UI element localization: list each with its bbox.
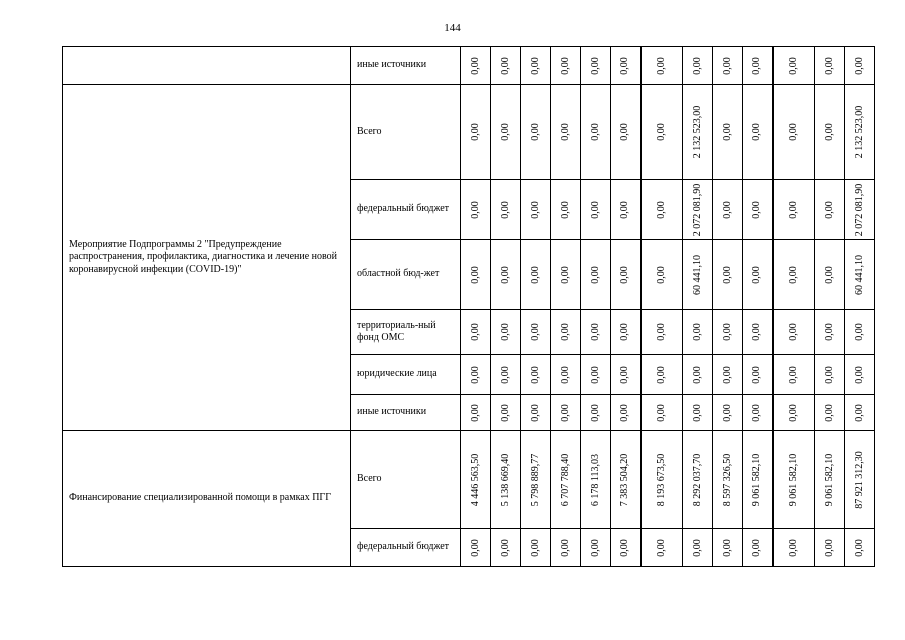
- value-text: 0,00: [499, 200, 511, 219]
- value-cell: [551, 240, 581, 310]
- value-cell: [773, 395, 815, 431]
- value-cell: [461, 85, 491, 180]
- value-cell: [773, 431, 815, 529]
- value-text: 0,00: [787, 56, 799, 75]
- value-text: 0,00: [619, 56, 630, 75]
- value-text: 0,00: [559, 365, 571, 384]
- value-cell: [773, 529, 815, 567]
- value-cell: [551, 529, 581, 567]
- value-cell: [683, 47, 713, 85]
- value-cell: [683, 355, 713, 395]
- value-cell: [773, 310, 815, 355]
- funding-source: иные источники: [351, 395, 461, 431]
- value-text: 0,00: [589, 403, 601, 422]
- value-text: 0,00: [589, 56, 601, 75]
- value-text: 0,00: [469, 123, 481, 141]
- funding-source: юридические лица: [351, 355, 461, 395]
- value-text: 0,00: [823, 365, 835, 384]
- page-number: 144: [444, 22, 461, 34]
- value-text: 0,00: [655, 365, 667, 384]
- value-cell: [491, 529, 521, 567]
- value-text: 0,00: [751, 265, 762, 284]
- value-cell: [581, 47, 611, 85]
- table-row: [63, 85, 875, 180]
- value-text: 0,00: [853, 403, 865, 422]
- value-cell: [461, 431, 491, 529]
- funding-source: Всего: [351, 85, 461, 180]
- value-cell: [521, 395, 551, 431]
- value-text: 0,00: [751, 123, 762, 141]
- value-cell: [461, 180, 491, 240]
- value-text: 0,00: [619, 365, 630, 384]
- value-cell: [551, 47, 581, 85]
- value-text: 2 132 523,00: [853, 105, 865, 159]
- value-cell: [641, 180, 683, 240]
- value-text: 0,00: [721, 200, 733, 219]
- value-text: 0,00: [787, 123, 799, 141]
- value-text: 0,00: [469, 365, 481, 384]
- value-text: 0,00: [499, 365, 511, 384]
- value-text: 0,00: [655, 323, 667, 341]
- value-text: 0,00: [721, 403, 733, 422]
- value-text: 9 061 582,10: [751, 453, 762, 506]
- value-text: 5 138 669,40: [499, 453, 511, 506]
- value-cell: [641, 431, 683, 529]
- value-text: 0,00: [751, 56, 762, 75]
- value-cell: [551, 310, 581, 355]
- value-cell: [491, 180, 521, 240]
- value-cell: [611, 431, 641, 529]
- value-cell: [683, 180, 713, 240]
- value-text: 0,00: [499, 323, 511, 341]
- value-cell: [845, 180, 875, 240]
- value-cell: [521, 85, 551, 180]
- value-text: 0,00: [529, 403, 541, 422]
- funding-source: территориаль-ный фонд ОМС: [351, 310, 461, 355]
- funding-source: иные источники: [351, 47, 461, 85]
- value-cell: [641, 355, 683, 395]
- value-text: 0,00: [469, 56, 481, 75]
- value-text: 4 446 563,50: [469, 453, 481, 506]
- funding-source: областной бюд-жет: [351, 240, 461, 310]
- value-text: 0,00: [469, 403, 481, 422]
- value-cell: [551, 85, 581, 180]
- value-text: 0,00: [853, 56, 865, 75]
- value-text: 0,00: [691, 538, 703, 557]
- value-text: 0,00: [499, 265, 511, 284]
- value-cell: [611, 355, 641, 395]
- value-text: 0,00: [823, 323, 835, 341]
- value-text: 0,00: [823, 538, 835, 557]
- value-cell: [743, 529, 773, 567]
- value-cell: [581, 431, 611, 529]
- value-cell: [815, 180, 845, 240]
- value-text: 0,00: [559, 538, 571, 557]
- value-text: 0,00: [619, 265, 630, 284]
- value-cell: [551, 431, 581, 529]
- value-text: 0,00: [691, 365, 703, 384]
- value-cell: [581, 355, 611, 395]
- value-cell: [551, 180, 581, 240]
- funding-source: федеральный бюджет: [351, 529, 461, 567]
- value-text: 0,00: [529, 200, 541, 219]
- value-cell: [845, 355, 875, 395]
- value-cell: [461, 355, 491, 395]
- value-cell: [743, 85, 773, 180]
- value-text: 0,00: [721, 365, 733, 384]
- value-text: 0,00: [655, 403, 667, 422]
- value-cell: [491, 240, 521, 310]
- value-text: 2 072 081,90: [691, 183, 703, 236]
- value-text: 0,00: [529, 365, 541, 384]
- value-cell: [713, 529, 743, 567]
- value-cell: [773, 47, 815, 85]
- value-cell: [641, 47, 683, 85]
- value-cell: [581, 85, 611, 180]
- value-text: 0,00: [655, 538, 667, 557]
- value-cell: [773, 180, 815, 240]
- value-cell: [815, 85, 845, 180]
- value-text: 0,00: [691, 56, 703, 75]
- value-cell: [713, 85, 743, 180]
- value-cell: [815, 240, 845, 310]
- value-cell: [845, 85, 875, 180]
- value-cell: [611, 529, 641, 567]
- value-text: 0,00: [469, 200, 481, 219]
- value-cell: [521, 355, 551, 395]
- value-text: 0,00: [499, 56, 511, 75]
- value-text: 0,00: [823, 123, 835, 141]
- value-cell: [641, 529, 683, 567]
- value-text: 0,00: [853, 538, 865, 557]
- value-text: 6 178 113,03: [589, 453, 601, 506]
- value-text: 0,00: [559, 200, 571, 219]
- value-text: 0,00: [499, 123, 511, 141]
- value-text: 0,00: [529, 56, 541, 75]
- value-cell: [845, 395, 875, 431]
- value-text: 0,00: [691, 323, 703, 341]
- value-cell: [713, 431, 743, 529]
- value-cell: [683, 431, 713, 529]
- value-text: 0,00: [751, 323, 762, 341]
- value-text: 9 061 582,10: [823, 453, 835, 506]
- value-cell: [713, 310, 743, 355]
- value-text: 0,00: [619, 323, 630, 341]
- value-text: 0,00: [751, 200, 762, 219]
- value-text: 0,00: [559, 265, 571, 284]
- value-text: 8 193 673,50: [655, 453, 667, 506]
- value-text: 9 061 582,10: [787, 453, 799, 506]
- value-cell: [611, 47, 641, 85]
- value-text: 0,00: [589, 123, 601, 141]
- value-text: 6 707 788,40: [559, 453, 571, 506]
- value-cell: [713, 395, 743, 431]
- value-text: 0,00: [823, 56, 835, 75]
- value-cell: [491, 355, 521, 395]
- value-cell: [845, 431, 875, 529]
- value-cell: [491, 431, 521, 529]
- value-cell: [743, 431, 773, 529]
- value-cell: [683, 85, 713, 180]
- value-text: 0,00: [655, 56, 667, 75]
- value-text: 0,00: [619, 123, 630, 141]
- value-text: 0,00: [691, 403, 703, 422]
- value-cell: [521, 180, 551, 240]
- value-text: 0,00: [751, 538, 762, 557]
- value-text: 0,00: [559, 123, 571, 141]
- value-text: 0,00: [559, 56, 571, 75]
- value-cell: [611, 395, 641, 431]
- value-cell: [461, 310, 491, 355]
- value-cell: [581, 310, 611, 355]
- value-cell: [743, 240, 773, 310]
- value-text: 8 292 037,70: [691, 453, 703, 506]
- value-text: 0,00: [589, 538, 601, 557]
- value-cell: [743, 310, 773, 355]
- value-text: 0,00: [721, 123, 733, 141]
- value-cell: [815, 529, 845, 567]
- value-text: 0,00: [589, 323, 601, 341]
- value-text: 0,00: [469, 265, 481, 284]
- value-text: 0,00: [787, 323, 799, 341]
- value-cell: [491, 395, 521, 431]
- table-row: [63, 431, 875, 529]
- value-cell: [845, 240, 875, 310]
- value-cell: [551, 395, 581, 431]
- value-text: 0,00: [823, 265, 835, 284]
- value-text: 0,00: [589, 265, 601, 284]
- value-text: 0,00: [655, 200, 667, 219]
- value-text: 0,00: [559, 403, 571, 422]
- value-text: 0,00: [787, 403, 799, 422]
- value-cell: [683, 395, 713, 431]
- measure-name: Финансирование специализированной помощи в рамках ПГГ: [63, 431, 351, 567]
- budget-table: [62, 46, 875, 567]
- value-text: 0,00: [469, 538, 481, 557]
- value-text: 0,00: [655, 123, 667, 141]
- value-text: 0,00: [787, 200, 799, 219]
- value-cell: [461, 395, 491, 431]
- value-cell: [551, 355, 581, 395]
- value-cell: [491, 85, 521, 180]
- value-cell: [521, 47, 551, 85]
- value-cell: [815, 431, 845, 529]
- value-cell: [683, 529, 713, 567]
- value-cell: [611, 180, 641, 240]
- value-cell: [713, 355, 743, 395]
- value-text: 0,00: [787, 265, 799, 284]
- value-cell: [713, 47, 743, 85]
- value-cell: [581, 180, 611, 240]
- value-cell: [491, 310, 521, 355]
- value-text: 0,00: [529, 323, 541, 341]
- value-text: 2 072 081,90: [853, 183, 865, 236]
- value-text: 0,00: [721, 538, 733, 557]
- funding-source: федеральный бюджет: [351, 180, 461, 240]
- value-cell: [743, 47, 773, 85]
- value-text: 0,00: [529, 123, 541, 141]
- value-text: 0,00: [499, 538, 511, 557]
- value-text: 0,00: [751, 365, 762, 384]
- value-cell: [743, 180, 773, 240]
- value-cell: [641, 395, 683, 431]
- value-text: 0,00: [589, 200, 601, 219]
- value-cell: [461, 529, 491, 567]
- value-text: 0,00: [655, 265, 667, 284]
- measure-name: Мероприятие Подпрограммы 2 "Предупреждение распространения, профилактика, диагностика и лечение новой коронавирусной инфекции (COVID-19)": [63, 85, 351, 431]
- value-text: 87 921 312,30: [853, 450, 865, 509]
- value-text: 0,00: [787, 365, 799, 384]
- value-cell: [713, 180, 743, 240]
- value-text: 0,00: [559, 323, 571, 341]
- value-text: 0,00: [721, 265, 733, 284]
- funding-source: Всего: [351, 431, 461, 529]
- value-cell: [845, 529, 875, 567]
- value-cell: [815, 47, 845, 85]
- value-cell: [581, 529, 611, 567]
- value-text: 0,00: [589, 365, 601, 384]
- value-cell: [521, 529, 551, 567]
- value-cell: [581, 395, 611, 431]
- measure-name: [63, 47, 351, 85]
- value-cell: [845, 47, 875, 85]
- value-cell: [641, 85, 683, 180]
- value-cell: [491, 47, 521, 85]
- value-text: 2 132 523,00: [691, 105, 703, 159]
- value-text: 0,00: [469, 323, 481, 341]
- value-text: 5 798 889,77: [529, 453, 541, 506]
- value-text: 0,00: [619, 538, 630, 557]
- value-cell: [521, 240, 551, 310]
- value-text: 7 383 504,20: [619, 453, 630, 506]
- value-cell: [845, 310, 875, 355]
- value-text: 0,00: [853, 365, 865, 384]
- value-cell: [683, 310, 713, 355]
- value-text: 0,00: [823, 200, 835, 219]
- value-text: 0,00: [751, 403, 762, 422]
- value-cell: [773, 355, 815, 395]
- value-cell: [641, 240, 683, 310]
- value-cell: [773, 240, 815, 310]
- value-text: 0,00: [823, 403, 835, 422]
- value-text: 0,00: [721, 56, 733, 75]
- value-text: 0,00: [619, 403, 630, 422]
- value-cell: [815, 355, 845, 395]
- value-cell: [773, 85, 815, 180]
- value-cell: [683, 240, 713, 310]
- value-cell: [461, 240, 491, 310]
- value-cell: [743, 395, 773, 431]
- value-text: 60 441,10: [691, 254, 703, 295]
- value-cell: [611, 310, 641, 355]
- value-cell: [521, 431, 551, 529]
- value-text: 60 441,10: [853, 254, 865, 295]
- value-text: 0,00: [721, 323, 733, 341]
- value-text: 8 597 326,50: [721, 453, 733, 506]
- value-text: 0,00: [619, 200, 630, 219]
- value-cell: [521, 310, 551, 355]
- value-text: 0,00: [853, 323, 865, 341]
- value-text: 0,00: [787, 538, 799, 557]
- table-row: [63, 47, 875, 85]
- value-cell: [641, 310, 683, 355]
- value-cell: [581, 240, 611, 310]
- value-cell: [611, 240, 641, 310]
- value-cell: [713, 240, 743, 310]
- value-cell: [815, 395, 845, 431]
- value-text: 0,00: [529, 538, 541, 557]
- value-text: 0,00: [499, 403, 511, 422]
- value-cell: [461, 47, 491, 85]
- value-cell: [611, 85, 641, 180]
- value-text: 0,00: [529, 265, 541, 284]
- value-cell: [743, 355, 773, 395]
- value-cell: [815, 310, 845, 355]
